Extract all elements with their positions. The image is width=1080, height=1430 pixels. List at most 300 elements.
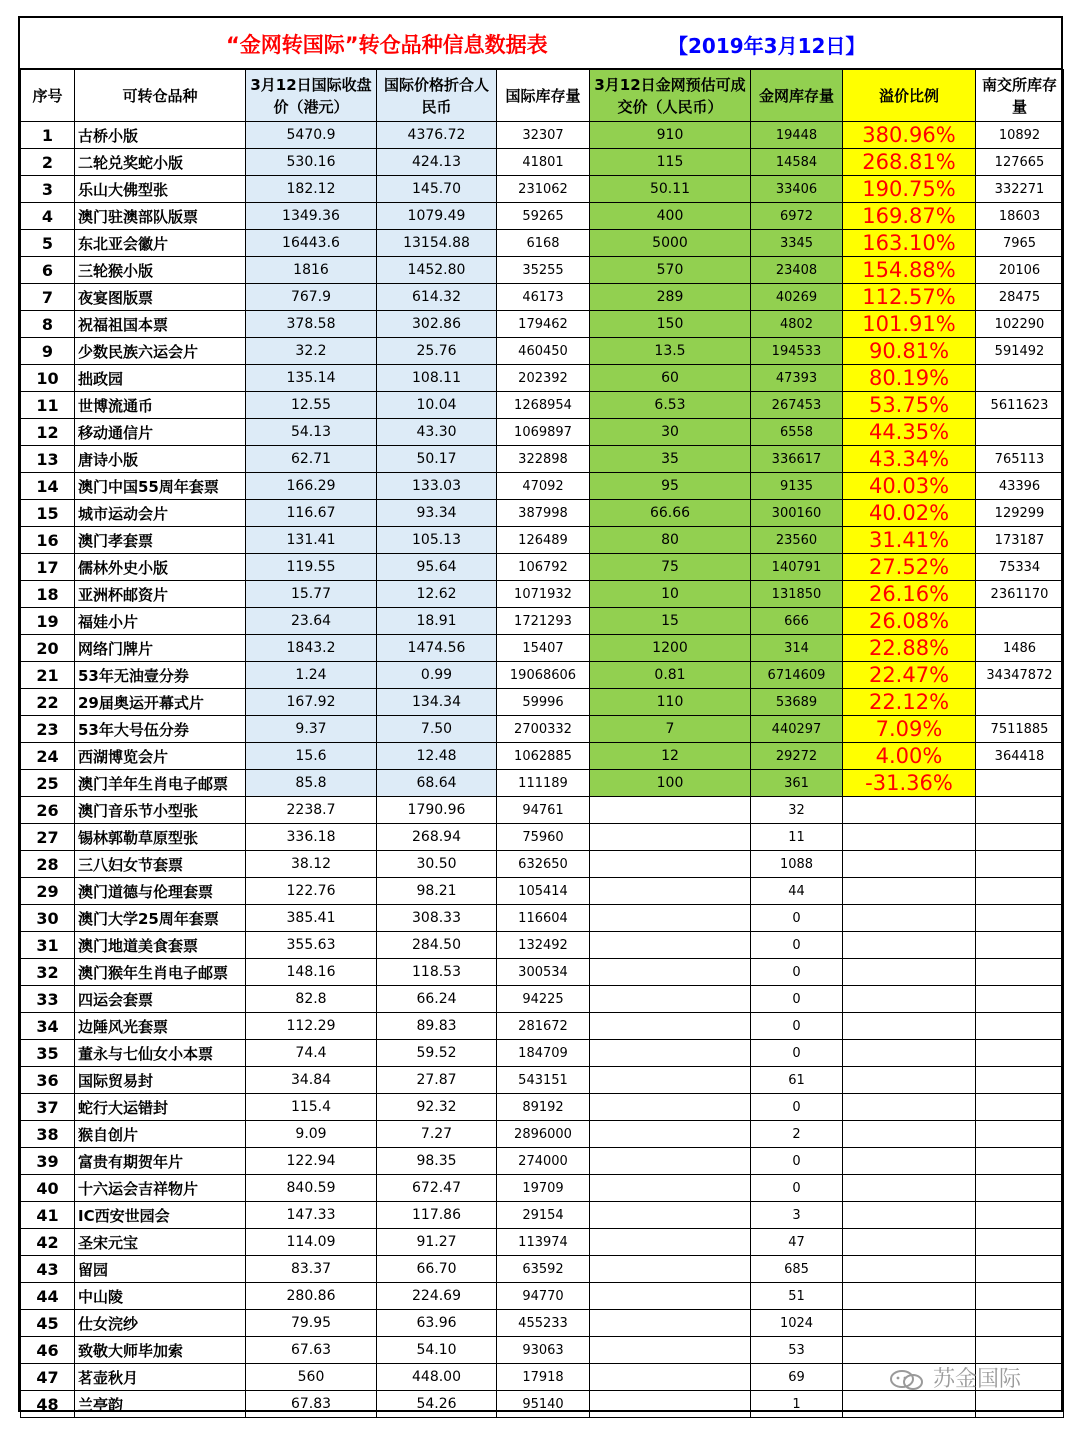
cell-rmb-price: 89.83 (377, 1013, 497, 1040)
cell-name: 古桥小版 (75, 122, 246, 149)
cell-hkd-close: 1349.36 (246, 203, 377, 230)
cell-hkd-close: 119.55 (246, 554, 377, 581)
cell-name: 三八妇女节套票 (75, 851, 246, 878)
cell-premium (843, 824, 976, 851)
table-row (21, 716, 1064, 743)
header-nj-stock: 南交所库存量 (976, 70, 1064, 122)
cell-intl-stock: 93063 (497, 1337, 590, 1364)
cell-idx: 16 (21, 527, 75, 554)
table-row (21, 419, 1064, 446)
cell-name: IC西安世园会 (75, 1202, 246, 1229)
cell-name: 澳门羊年生肖电子邮票 (75, 770, 246, 797)
cell-rmb-price: 92.32 (377, 1094, 497, 1121)
cell-hkd-close: 67.83 (246, 1391, 377, 1418)
cell-intl-stock: 32307 (497, 122, 590, 149)
cell-name: 城市运动会片 (75, 500, 246, 527)
cell-idx: 35 (21, 1040, 75, 1067)
cell-rmb-price: 91.27 (377, 1229, 497, 1256)
cell-premium: 268.81% (843, 149, 976, 176)
cell-nj-stock (976, 608, 1064, 635)
cell-nj-stock (976, 797, 1064, 824)
cell-idx: 18 (21, 581, 75, 608)
cell-intl-stock: 59265 (497, 203, 590, 230)
cell-nj-stock: 18603 (976, 203, 1064, 230)
cell-nj-stock: 591492 (976, 338, 1064, 365)
table-row (21, 770, 1064, 797)
cell-rmb-price: 95.64 (377, 554, 497, 581)
cell-nj-stock (976, 419, 1064, 446)
cell-nj-stock (976, 1256, 1064, 1283)
cell-name: 猴自创片 (75, 1121, 246, 1148)
cell-idx: 12 (21, 419, 75, 446)
cell-nj-stock: 765113 (976, 446, 1064, 473)
cell-jw-stock: 314 (751, 635, 843, 662)
header-idx: 序号 (21, 70, 75, 122)
cell-est-price (590, 1229, 751, 1256)
cell-hkd-close: 378.58 (246, 311, 377, 338)
cell-hkd-close: 112.29 (246, 1013, 377, 1040)
table-row (21, 905, 1064, 932)
cell-idx: 15 (21, 500, 75, 527)
cell-premium: 26.08% (843, 608, 976, 635)
cell-est-price: 60 (590, 365, 751, 392)
cell-premium (843, 1337, 976, 1364)
table-row (21, 203, 1064, 230)
cell-intl-stock: 41801 (497, 149, 590, 176)
cell-jw-stock: 53 (751, 1337, 843, 1364)
table-row (21, 1148, 1064, 1175)
cell-premium (843, 1121, 976, 1148)
cell-name: 儒林外史小版 (75, 554, 246, 581)
cell-name: 四运会套票 (75, 986, 246, 1013)
table-row (21, 284, 1064, 311)
cell-premium: 4.00% (843, 743, 976, 770)
table-body (21, 122, 1064, 1418)
cell-nj-stock (976, 905, 1064, 932)
cell-hkd-close: 147.33 (246, 1202, 377, 1229)
cell-rmb-price: 98.21 (377, 878, 497, 905)
cell-est-price (590, 1148, 751, 1175)
cell-jw-stock: 300160 (751, 500, 843, 527)
cell-nj-stock (976, 824, 1064, 851)
table-row (21, 797, 1064, 824)
cell-premium: 101.91% (843, 311, 976, 338)
cell-hkd-close: 23.64 (246, 608, 377, 635)
cell-rmb-price: 224.69 (377, 1283, 497, 1310)
cell-nj-stock: 1486 (976, 635, 1064, 662)
cell-premium: 40.02% (843, 500, 976, 527)
cell-premium: 112.57% (843, 284, 976, 311)
header-intl-stock: 国际库存量 (497, 70, 590, 122)
cell-rmb-price: 145.70 (377, 176, 497, 203)
cell-jw-stock: 51 (751, 1283, 843, 1310)
cell-est-price (590, 1094, 751, 1121)
table-row (21, 1391, 1064, 1418)
cell-idx: 13 (21, 446, 75, 473)
header-row (21, 70, 1064, 122)
header-est-price: 3月12日金网预估可成交价（人民币） (590, 70, 751, 122)
cell-name: 留园 (75, 1256, 246, 1283)
cell-premium (843, 1148, 976, 1175)
cell-jw-stock: 336617 (751, 446, 843, 473)
cell-jw-stock: 29272 (751, 743, 843, 770)
table-row (21, 176, 1064, 203)
cell-name: 澳门大学25周年套票 (75, 905, 246, 932)
cell-jw-stock: 194533 (751, 338, 843, 365)
cell-rmb-price: 50.17 (377, 446, 497, 473)
cell-est-price: 400 (590, 203, 751, 230)
cell-hkd-close: 135.14 (246, 365, 377, 392)
table-row (21, 1067, 1064, 1094)
cell-intl-stock: 59996 (497, 689, 590, 716)
cell-jw-stock: 1 (751, 1391, 843, 1418)
cell-est-price: 15 (590, 608, 751, 635)
cell-hkd-close: 114.09 (246, 1229, 377, 1256)
cell-rmb-price: 117.86 (377, 1202, 497, 1229)
cell-rmb-price: 108.11 (377, 365, 497, 392)
cell-intl-stock: 132492 (497, 932, 590, 959)
cell-nj-stock (976, 851, 1064, 878)
cell-intl-stock: 1721293 (497, 608, 590, 635)
table-row (21, 1229, 1064, 1256)
cell-est-price (590, 1283, 751, 1310)
cell-name: 十六运会吉祥物片 (75, 1175, 246, 1202)
cell-name: 53年无油壹分券 (75, 662, 246, 689)
cell-intl-stock: 6168 (497, 230, 590, 257)
cell-nj-stock (976, 770, 1064, 797)
cell-name: 世博流通币 (75, 392, 246, 419)
cell-jw-stock: 47393 (751, 365, 843, 392)
cell-premium: 26.16% (843, 581, 976, 608)
cell-idx: 10 (21, 365, 75, 392)
cell-est-price (590, 1391, 751, 1418)
cell-premium (843, 1229, 976, 1256)
cell-name: 亚洲杯邮资片 (75, 581, 246, 608)
cell-name: 边陲风光套票 (75, 1013, 246, 1040)
cell-nj-stock (976, 1013, 1064, 1040)
cell-jw-stock: 23408 (751, 257, 843, 284)
cell-idx: 21 (21, 662, 75, 689)
cell-hkd-close: 560 (246, 1364, 377, 1391)
cell-est-price (590, 1175, 751, 1202)
cell-name: 少数民族六运会片 (75, 338, 246, 365)
cell-rmb-price: 7.27 (377, 1121, 497, 1148)
cell-premium: 40.03% (843, 473, 976, 500)
table-row (21, 1013, 1064, 1040)
cell-premium: 380.96% (843, 122, 976, 149)
cell-est-price (590, 851, 751, 878)
cell-idx: 45 (21, 1310, 75, 1337)
cell-idx: 42 (21, 1229, 75, 1256)
cell-intl-stock: 19068606 (497, 662, 590, 689)
cell-intl-stock: 322898 (497, 446, 590, 473)
cell-rmb-price: 59.52 (377, 1040, 497, 1067)
cell-premium: 22.47% (843, 662, 976, 689)
cell-rmb-price: 12.62 (377, 581, 497, 608)
cell-intl-stock: 281672 (497, 1013, 590, 1040)
cell-jw-stock: 2 (751, 1121, 843, 1148)
cell-est-price: 115 (590, 149, 751, 176)
cell-name: 西湖博览会片 (75, 743, 246, 770)
cell-rmb-price: 0.99 (377, 662, 497, 689)
cell-name: 澳门道德与伦理套票 (75, 878, 246, 905)
cell-jw-stock: 1024 (751, 1310, 843, 1337)
cell-jw-stock: 666 (751, 608, 843, 635)
table-row (21, 878, 1064, 905)
cell-intl-stock: 455233 (497, 1310, 590, 1337)
cell-hkd-close: 767.9 (246, 284, 377, 311)
table-row (21, 1202, 1064, 1229)
table-row (21, 851, 1064, 878)
cell-name: 网络门牌片 (75, 635, 246, 662)
cell-premium: 53.75% (843, 392, 976, 419)
cell-rmb-price: 672.47 (377, 1175, 497, 1202)
cell-premium (843, 1391, 976, 1418)
cell-premium: 43.34% (843, 446, 976, 473)
cell-premium: 163.10% (843, 230, 976, 257)
cell-name: 53年大号伍分券 (75, 716, 246, 743)
header-name: 可转仓品种 (75, 70, 246, 122)
cell-hkd-close: 9.37 (246, 716, 377, 743)
cell-intl-stock: 179462 (497, 311, 590, 338)
cell-premium: 80.19% (843, 365, 976, 392)
cell-premium (843, 932, 976, 959)
cell-hkd-close: 355.63 (246, 932, 377, 959)
cell-hkd-close: 167.92 (246, 689, 377, 716)
cell-idx: 6 (21, 257, 75, 284)
cell-idx: 43 (21, 1256, 75, 1283)
cell-est-price (590, 986, 751, 1013)
header-premium: 溢价比例 (843, 70, 976, 122)
cell-hkd-close: 54.13 (246, 419, 377, 446)
cell-jw-stock: 0 (751, 932, 843, 959)
cell-hkd-close: 5470.9 (246, 122, 377, 149)
cell-intl-stock: 47092 (497, 473, 590, 500)
cell-est-price (590, 1202, 751, 1229)
watermark (888, 1362, 1021, 1393)
cell-intl-stock: 543151 (497, 1067, 590, 1094)
cell-est-price: 1200 (590, 635, 751, 662)
cell-intl-stock: 75960 (497, 824, 590, 851)
cell-name: 澳门猴年生肖电子邮票 (75, 959, 246, 986)
cell-nj-stock (976, 365, 1064, 392)
cell-idx: 17 (21, 554, 75, 581)
cell-nj-stock: 332271 (976, 176, 1064, 203)
data-sheet (18, 16, 1063, 1412)
cell-est-price (590, 1256, 751, 1283)
cell-est-price (590, 878, 751, 905)
cell-name: 锡林郭勒草原型张 (75, 824, 246, 851)
cell-est-price: 12 (590, 743, 751, 770)
cell-rmb-price: 1079.49 (377, 203, 497, 230)
cell-rmb-price: 118.53 (377, 959, 497, 986)
cell-nj-stock: 7511885 (976, 716, 1064, 743)
table-row (21, 527, 1064, 554)
cell-jw-stock: 6714609 (751, 662, 843, 689)
cell-idx: 22 (21, 689, 75, 716)
cell-jw-stock: 0 (751, 986, 843, 1013)
cell-jw-stock: 0 (751, 1175, 843, 1202)
cell-intl-stock: 300534 (497, 959, 590, 986)
cell-name: 乐山大佛型张 (75, 176, 246, 203)
header-rmb-price: 国际价格折合人民币 (377, 70, 497, 122)
cell-intl-stock: 63592 (497, 1256, 590, 1283)
cell-est-price: 150 (590, 311, 751, 338)
cell-jw-stock: 53689 (751, 689, 843, 716)
cell-name: 澳门驻澳部队版票 (75, 203, 246, 230)
cell-name: 国际贸易封 (75, 1067, 246, 1094)
cell-name: 澳门孝套票 (75, 527, 246, 554)
sheet-title: “金网转国际”转仓品种信息数据表 (226, 33, 548, 57)
cell-jw-stock: 1088 (751, 851, 843, 878)
cell-name: 兰亭韵 (75, 1391, 246, 1418)
cell-idx: 26 (21, 797, 75, 824)
cell-est-price: 66.66 (590, 500, 751, 527)
cell-jw-stock: 361 (751, 770, 843, 797)
cell-hkd-close: 15.77 (246, 581, 377, 608)
cell-premium (843, 1013, 976, 1040)
cell-rmb-price: 12.48 (377, 743, 497, 770)
cell-idx: 38 (21, 1121, 75, 1148)
cell-hkd-close: 38.12 (246, 851, 377, 878)
cell-hkd-close: 115.4 (246, 1094, 377, 1121)
cell-hkd-close: 131.41 (246, 527, 377, 554)
cell-rmb-price: 66.24 (377, 986, 497, 1013)
cell-hkd-close: 15.6 (246, 743, 377, 770)
table-row (21, 959, 1064, 986)
cell-hkd-close: 1843.2 (246, 635, 377, 662)
cell-hkd-close: 840.59 (246, 1175, 377, 1202)
cell-est-price: 110 (590, 689, 751, 716)
table-row (21, 1337, 1064, 1364)
table-row (21, 635, 1064, 662)
cell-premium: 169.87% (843, 203, 976, 230)
cell-name: 29届奥运开幕式片 (75, 689, 246, 716)
cell-intl-stock: 111189 (497, 770, 590, 797)
cell-rmb-price: 30.50 (377, 851, 497, 878)
cell-rmb-price: 68.64 (377, 770, 497, 797)
cell-jw-stock: 0 (751, 1013, 843, 1040)
cell-intl-stock: 1071932 (497, 581, 590, 608)
cell-name: 澳门地道美食套票 (75, 932, 246, 959)
table-row (21, 689, 1064, 716)
cell-jw-stock: 69 (751, 1364, 843, 1391)
cell-name: 移动通信片 (75, 419, 246, 446)
cell-est-price: 10 (590, 581, 751, 608)
cell-hkd-close: 280.86 (246, 1283, 377, 1310)
cell-nj-stock (976, 959, 1064, 986)
cell-est-price: 50.11 (590, 176, 751, 203)
cell-name: 富贵有期贺年片 (75, 1148, 246, 1175)
cell-jw-stock: 0 (751, 959, 843, 986)
cell-rmb-price: 284.50 (377, 932, 497, 959)
cell-hkd-close: 182.12 (246, 176, 377, 203)
cell-hkd-close: 12.55 (246, 392, 377, 419)
cell-idx: 2 (21, 149, 75, 176)
cell-rmb-price: 614.32 (377, 284, 497, 311)
cell-nj-stock (976, 1337, 1064, 1364)
cell-jw-stock: 32 (751, 797, 843, 824)
cell-nj-stock (976, 1121, 1064, 1148)
cell-nj-stock: 2361170 (976, 581, 1064, 608)
cell-nj-stock: 34347872 (976, 662, 1064, 689)
cell-name: 茗壶秋月 (75, 1364, 246, 1391)
cell-rmb-price: 308.33 (377, 905, 497, 932)
cell-idx: 24 (21, 743, 75, 770)
table-row (21, 1121, 1064, 1148)
cell-premium (843, 797, 976, 824)
cell-intl-stock: 46173 (497, 284, 590, 311)
cell-est-price: 289 (590, 284, 751, 311)
table-row (21, 1040, 1064, 1067)
cell-idx: 20 (21, 635, 75, 662)
cell-rmb-price: 25.76 (377, 338, 497, 365)
cell-idx: 32 (21, 959, 75, 986)
cell-est-price: 5000 (590, 230, 751, 257)
cell-rmb-price: 268.94 (377, 824, 497, 851)
cell-intl-stock: 35255 (497, 257, 590, 284)
cell-nj-stock: 173187 (976, 527, 1064, 554)
header-hkd-close: 3月12日国际收盘价（港元） (246, 70, 377, 122)
cell-premium: 154.88% (843, 257, 976, 284)
cell-idx: 11 (21, 392, 75, 419)
cell-jw-stock: 440297 (751, 716, 843, 743)
cell-idx: 33 (21, 986, 75, 1013)
cell-jw-stock: 23560 (751, 527, 843, 554)
table-row (21, 743, 1064, 770)
cell-est-price (590, 1337, 751, 1364)
cell-intl-stock: 1069897 (497, 419, 590, 446)
cell-premium (843, 1067, 976, 1094)
cell-hkd-close: 530.16 (246, 149, 377, 176)
cell-jw-stock: 4802 (751, 311, 843, 338)
cell-idx: 44 (21, 1283, 75, 1310)
cell-intl-stock: 632650 (497, 851, 590, 878)
table-row (21, 824, 1064, 851)
title-row (20, 18, 1061, 69)
cell-est-price: 35 (590, 446, 751, 473)
cell-rmb-price: 18.91 (377, 608, 497, 635)
cell-nj-stock (976, 1310, 1064, 1337)
cell-premium: 190.75% (843, 176, 976, 203)
cell-idx: 40 (21, 1175, 75, 1202)
cell-est-price: 30 (590, 419, 751, 446)
cell-intl-stock: 19709 (497, 1175, 590, 1202)
cell-nj-stock (976, 1094, 1064, 1121)
cell-rmb-price: 1452.80 (377, 257, 497, 284)
cell-intl-stock: 15407 (497, 635, 590, 662)
cell-idx: 46 (21, 1337, 75, 1364)
cell-hkd-close: 74.4 (246, 1040, 377, 1067)
cell-rmb-price: 13154.88 (377, 230, 497, 257)
cell-premium: 27.52% (843, 554, 976, 581)
table-row (21, 1175, 1064, 1202)
cell-jw-stock: 9135 (751, 473, 843, 500)
cell-rmb-price: 66.70 (377, 1256, 497, 1283)
cell-est-price (590, 905, 751, 932)
cell-name: 唐诗小版 (75, 446, 246, 473)
cell-rmb-price: 27.87 (377, 1067, 497, 1094)
cell-intl-stock: 95140 (497, 1391, 590, 1418)
cell-name: 致敬大师毕加索 (75, 1337, 246, 1364)
cell-idx: 31 (21, 932, 75, 959)
cell-name: 董永与七仙女小本票 (75, 1040, 246, 1067)
cell-nj-stock (976, 1067, 1064, 1094)
cell-rmb-price: 4376.72 (377, 122, 497, 149)
cell-jw-stock: 11 (751, 824, 843, 851)
table-row (21, 986, 1064, 1013)
table-row (21, 1094, 1064, 1121)
